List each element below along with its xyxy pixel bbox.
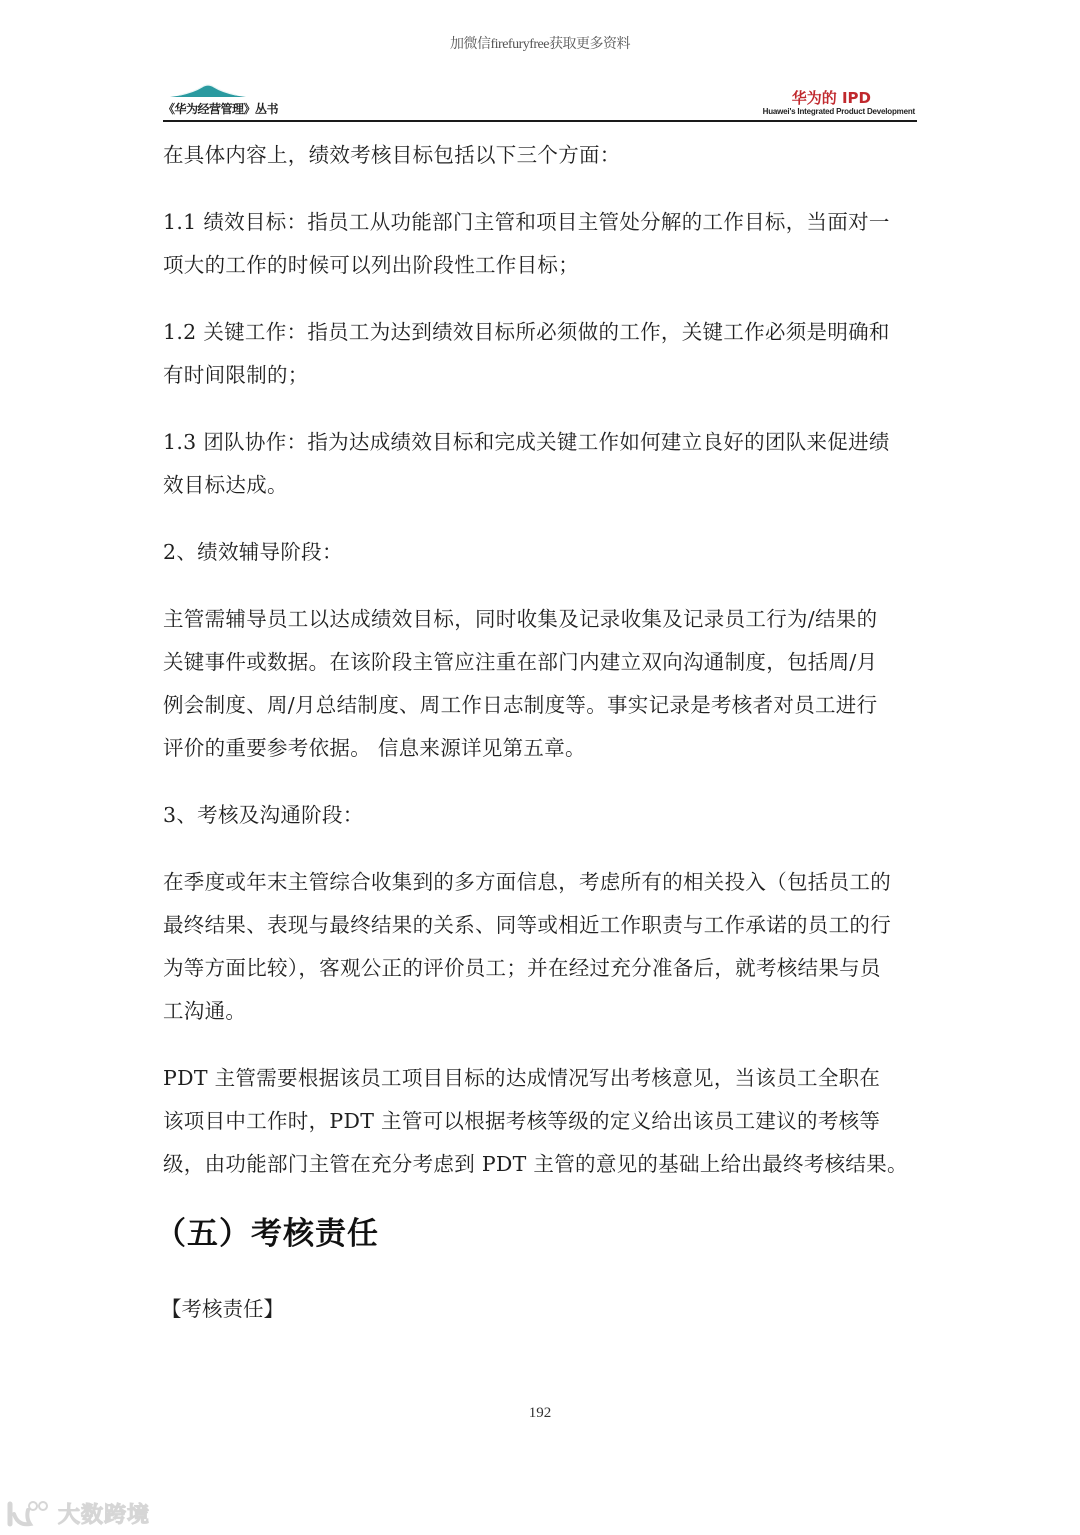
- header-divider: [163, 120, 917, 122]
- text-line: 工沟通。: [163, 999, 247, 1023]
- text-line: 该项目中工作时，PDT 主管可以根据考核等级的定义给出该员工建议的考核等: [163, 1109, 881, 1133]
- page-header: [163, 78, 917, 122]
- subsection-label: 【考核责任】: [161, 1297, 284, 1321]
- top-watermark-text: 加微信firefuryfree获取更多资料: [449, 37, 630, 52]
- page-number: 192: [528, 1405, 552, 1421]
- text-line: 关键事件或数据。在该阶段主管应注重在部门内建立双向沟通制度，包括周/月: [163, 650, 878, 674]
- page-content: [155, 134, 923, 1331]
- item-1-3-teamwork: [163, 421, 923, 507]
- text-line: 为等方面比较），客观公正的评价员工；并在经过充分准备后，就考核结果与员: [163, 956, 881, 980]
- text-line: 项大的工作的时候可以列出阶段性工作目标；: [163, 253, 579, 277]
- text-line: 例会制度、周/月总结制度、周工作日志制度等。事实记录是考核者对员工进行: [163, 693, 878, 717]
- k100-logo-icon: [6, 1498, 52, 1528]
- text-line: PDT 主管需要根据该员工项目目标的达成情况写出考核意见，当该员工全职在: [163, 1066, 881, 1090]
- stage-3-body: [163, 861, 923, 1033]
- text-line: 在季度或年末主管综合收集到的多方面信息，考虑所有的相关投入（包括员工的: [163, 870, 891, 894]
- series-title: 《华为经营管理》丛书: [163, 102, 279, 116]
- section-title: （五）考核责任: [155, 1216, 379, 1252]
- text-line: 评价的重要参考依据。 信息来源详见第五章。: [163, 736, 586, 760]
- text-line: 3、考核及沟通阶段：: [163, 803, 364, 827]
- text-line: 有时间限制的；: [163, 363, 309, 387]
- text-line: 效目标达成。: [163, 473, 288, 497]
- text-line: 级，由功能部门主管在充分考虑到 PDT 主管的意见的基础上给出最终考核结果。: [163, 1152, 908, 1176]
- text-line: 在具体内容上，绩效考核目标包括以下三个方面：: [163, 143, 621, 167]
- text-line: 最终结果、表现与最终结果的关系、同等或相近工作职责与工作承诺的员工的行: [163, 913, 891, 937]
- stage-3-heading: [163, 794, 923, 837]
- text-line: 1.1 绩效目标：指员工从功能部门主管和项目主管处分解的工作目标，当面对一: [163, 210, 890, 234]
- mountain-logo-icon: [168, 80, 248, 98]
- intro-paragraph: [163, 134, 923, 177]
- book-subtitle: Huawei's Integrated Product Development: [762, 107, 915, 116]
- item-1-2-key-work: [163, 311, 923, 397]
- item-1-1-performance-goals: [163, 201, 923, 287]
- text-line: 2、绩效辅导阶段：: [163, 540, 343, 564]
- stage-2-heading: [163, 531, 923, 574]
- book-title: 华为的 IPD: [791, 89, 871, 107]
- brand-watermark-text: 大数跨境: [58, 1502, 151, 1528]
- text-line: 1.2 关键工作：指员工为达到绩效目标所必须做的工作，关键工作必须是明确和: [163, 320, 890, 344]
- stage-2-body: [163, 598, 923, 770]
- text-line: 1.3 团队协作：指为达成绩效目标和完成关键工作如何建立良好的团队来促进绩: [163, 430, 890, 454]
- pdt-paragraph: [163, 1057, 923, 1186]
- brand-watermark: [6, 1496, 150, 1530]
- text-line: 主管需辅导员工以达成绩效目标，同时收集及记录收集及记录员工行为/结果的: [163, 607, 878, 631]
